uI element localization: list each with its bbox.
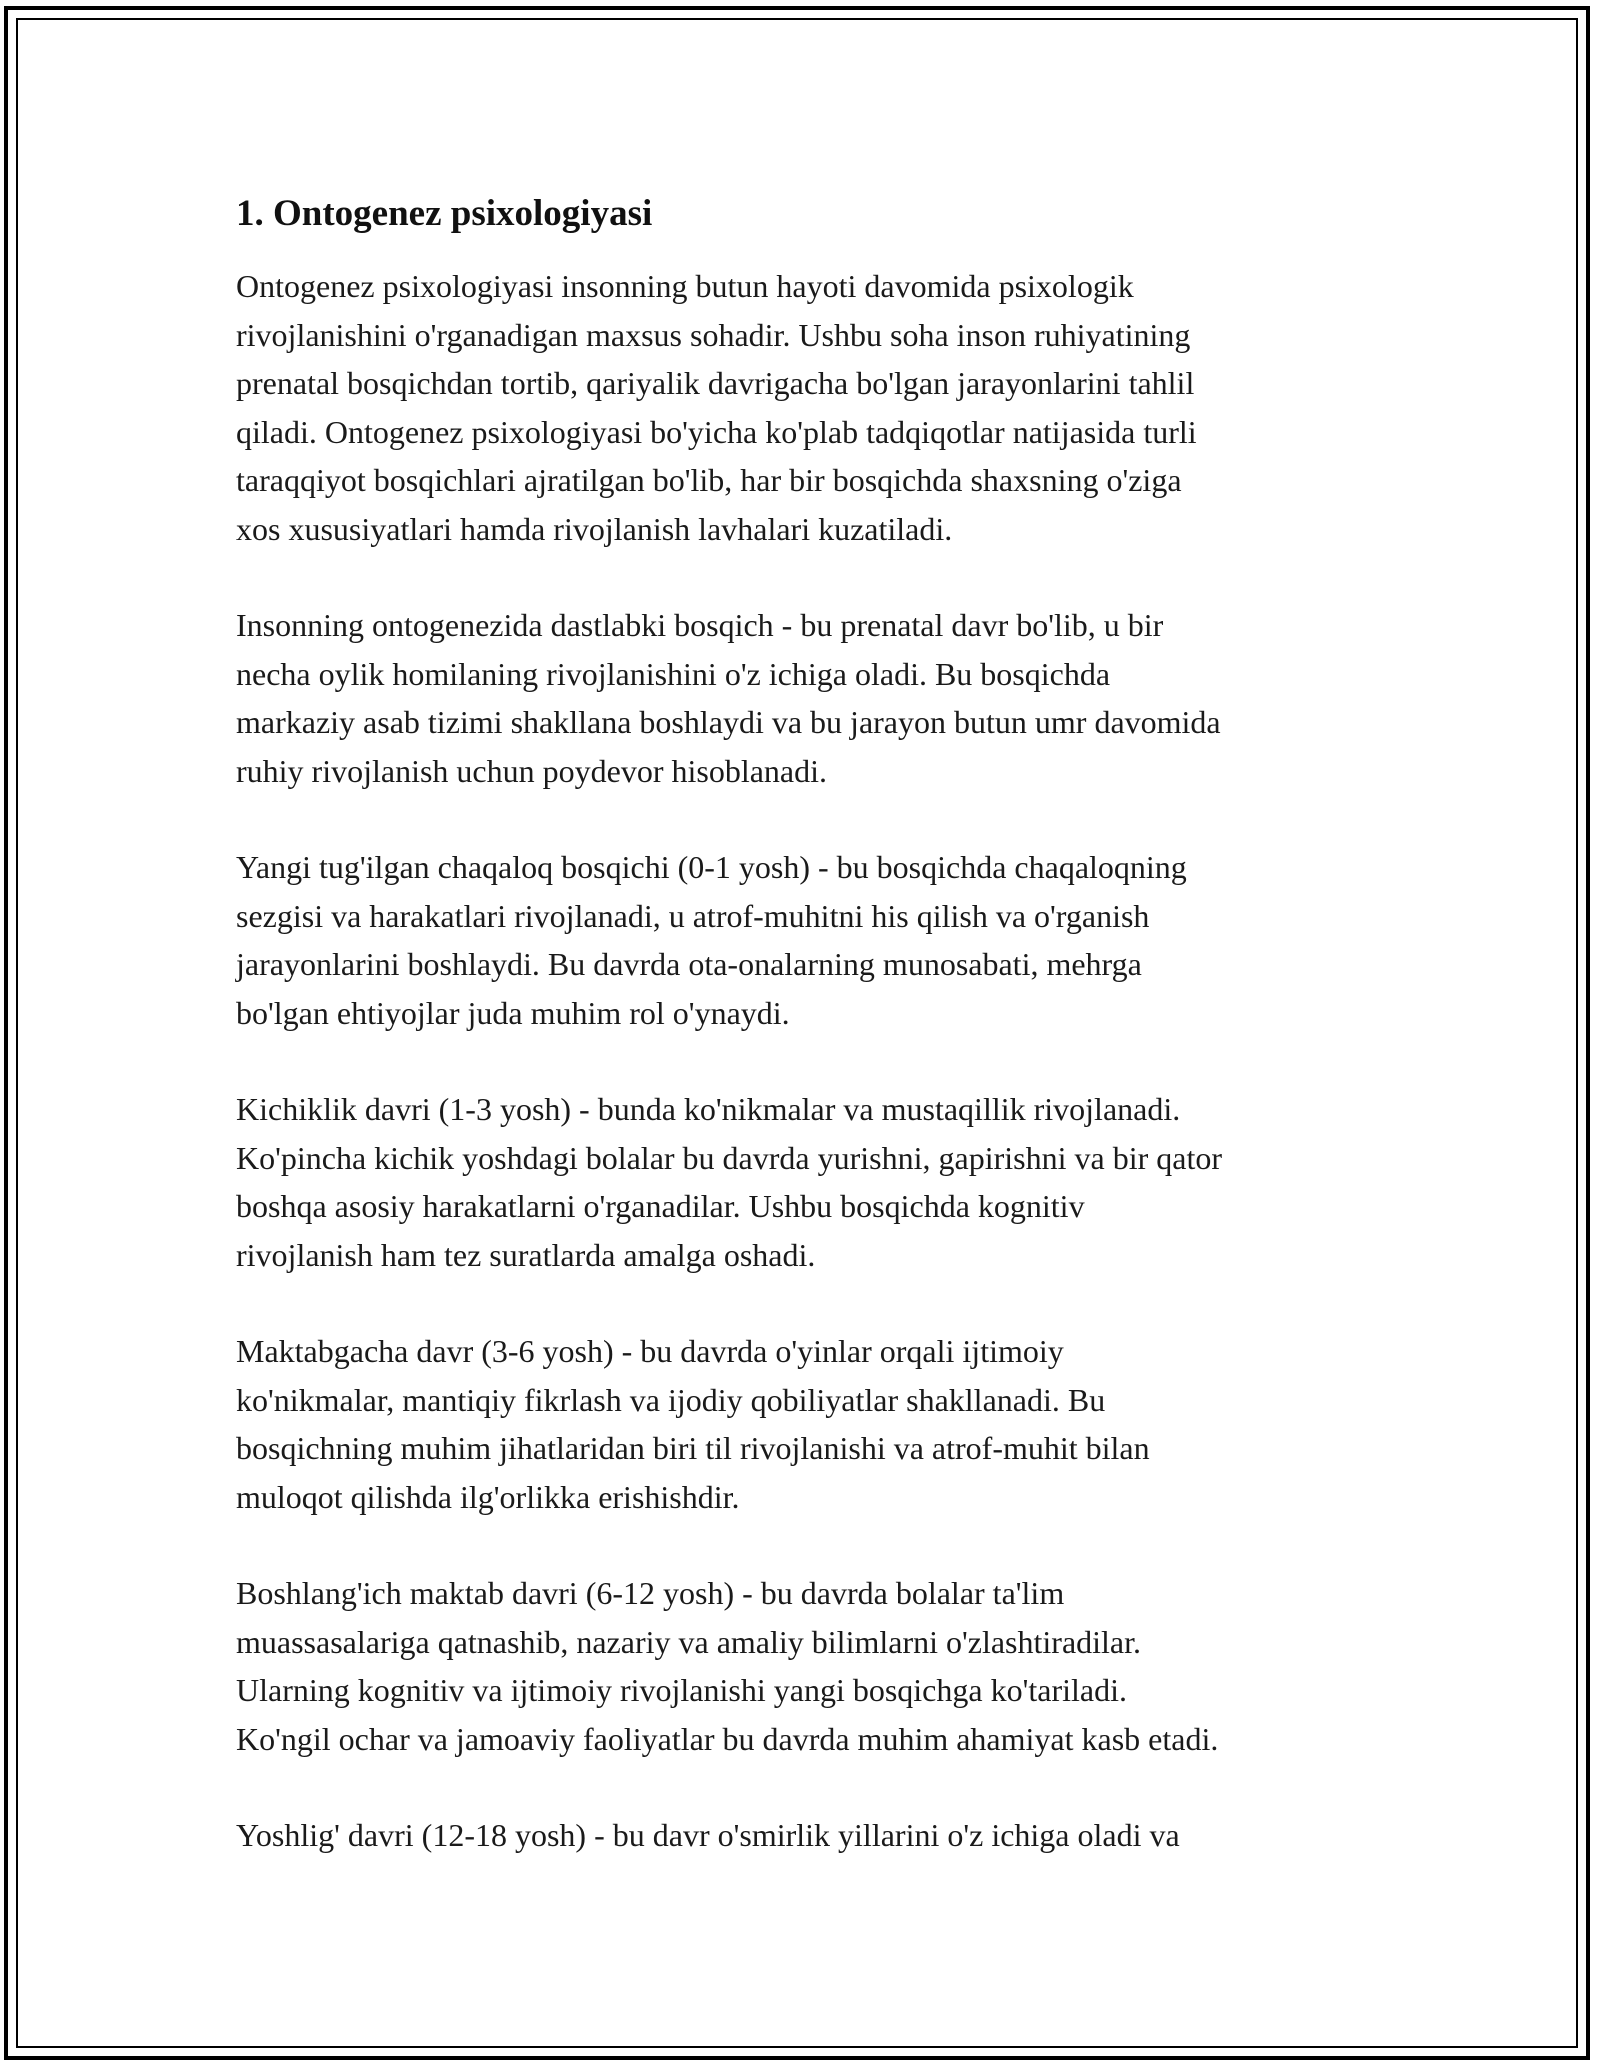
text-line: Boshlang'ich maktab davri (6-12 yosh) - bu davrda bolalar ta'lim bbox=[236, 1575, 1065, 1611]
text-line: Ontogenez psixologiyasi insonning butun hayoti davomida psixologik bbox=[236, 268, 1134, 304]
paragraph bbox=[236, 262, 1376, 553]
text-line: sezgisi va harakatlari rivojlanadi, u atrof-muhitni his qilish va o'rganish bbox=[236, 897, 1150, 934]
text-line: muassasalariga qatnashib, nazariy va amaliy bilimlarni o'zlashtiradilar. bbox=[236, 1623, 1142, 1660]
paragraph bbox=[236, 843, 1376, 1037]
paragraph bbox=[236, 1811, 1376, 1860]
text-line: Yoshlig' davri (12-18 yosh) - bu davr o'smirlik yillarini o'z ichiga oladi va bbox=[236, 1817, 1180, 1853]
text-line: prenatal bosqichdan tortib, qariyalik davrigacha bo'lgan jarayonlarini tahlil bbox=[236, 365, 1195, 401]
text-line: Ko'ngil ochar va jamoaviy faoliyatlar bu davrda muhim ahamiyat kasb etadi. bbox=[236, 1720, 1219, 1757]
paragraph bbox=[236, 1569, 1376, 1763]
text-line: xos xususiyatlari hamda rivojlanish lavhalari kuzatiladi. bbox=[236, 510, 953, 547]
text-line: Ularning kognitiv va ijtimoiy rivojlanishi yangi bosqichga ko'tariladi. bbox=[236, 1672, 1127, 1708]
text-line: Kichiklik davri (1-3 yosh) - bunda ko'nikmalar va mustaqillik rivojlanadi. bbox=[236, 1091, 1181, 1127]
text-line: Yangi tug'ilgan chaqaloq bosqichi (0-1 yosh) - bu bosqichda chaqaloqning bbox=[236, 849, 1187, 885]
text-line: bosqichning muhim jihatlaridan biri til rivojlanishi va atrof-muhit bilan bbox=[236, 1430, 1150, 1466]
text-line: muloqot qilishda ilg'orlikka erishishdir. bbox=[236, 1478, 740, 1515]
document-body bbox=[236, 186, 1376, 1908]
text-line: necha oylik homilaning rivojlanishini o'z ichiga oladi. Bu bosqichda bbox=[236, 655, 1111, 692]
section-title: 1. Ontogenez psixologiyasi bbox=[236, 193, 653, 234]
text-line: jarayonlarini boshlaydi. Bu davrda ota-onalarning munosabati, mehrga bbox=[236, 946, 1142, 982]
text-line: boshqa asosiy harakatlarni o'rganadilar. Ushbu bosqichda kognitiv bbox=[236, 1188, 1085, 1224]
text-line: qiladi. Ontogenez psixologiyasi bo'yicha ko'plab tadqiqotlar natijasida turli bbox=[236, 413, 1197, 450]
text-line: ruhiy rivojlanish uchun poydevor hisoblanadi. bbox=[236, 752, 828, 789]
paragraph bbox=[236, 1085, 1376, 1279]
text-line: rivojlanishini o'rganadigan maxsus sohadir. Ushbu soha inson ruhiyatining bbox=[236, 316, 1191, 353]
paragraph-list bbox=[236, 262, 1376, 1860]
text-line: Insonning ontogenezida dastlabki bosqich - bu prenatal davr bo'lib, u bir bbox=[236, 607, 1164, 643]
text-line: markaziy asab tizimi shakllana boshlaydi va bu jarayon butun umr davomida bbox=[236, 704, 1221, 740]
paragraph bbox=[236, 1327, 1376, 1521]
text-line: ko'nikmalar, mantiqiy fikrlash va ijodiy qobiliyatlar shakllanadi. Bu bbox=[236, 1381, 1106, 1418]
text-line: rivojlanish ham tez suratlarda amalga oshadi. bbox=[236, 1236, 816, 1273]
text-line: bo'lgan ehtiyojlar juda muhim rol o'ynaydi. bbox=[236, 994, 790, 1031]
text-line: taraqqiyot bosqichlari ajratilgan bo'lib, har bir bosqichda shaxsning o'ziga bbox=[236, 462, 1182, 498]
text-line: Ko'pincha kichik yoshdagi bolalar bu davrda yurishni, gapirishni va bir qator bbox=[236, 1139, 1222, 1176]
paragraph bbox=[236, 601, 1376, 795]
text-line: Maktabgacha davr (3-6 yosh) - bu davrda o'yinlar orqali ijtimoiy bbox=[236, 1333, 1064, 1369]
